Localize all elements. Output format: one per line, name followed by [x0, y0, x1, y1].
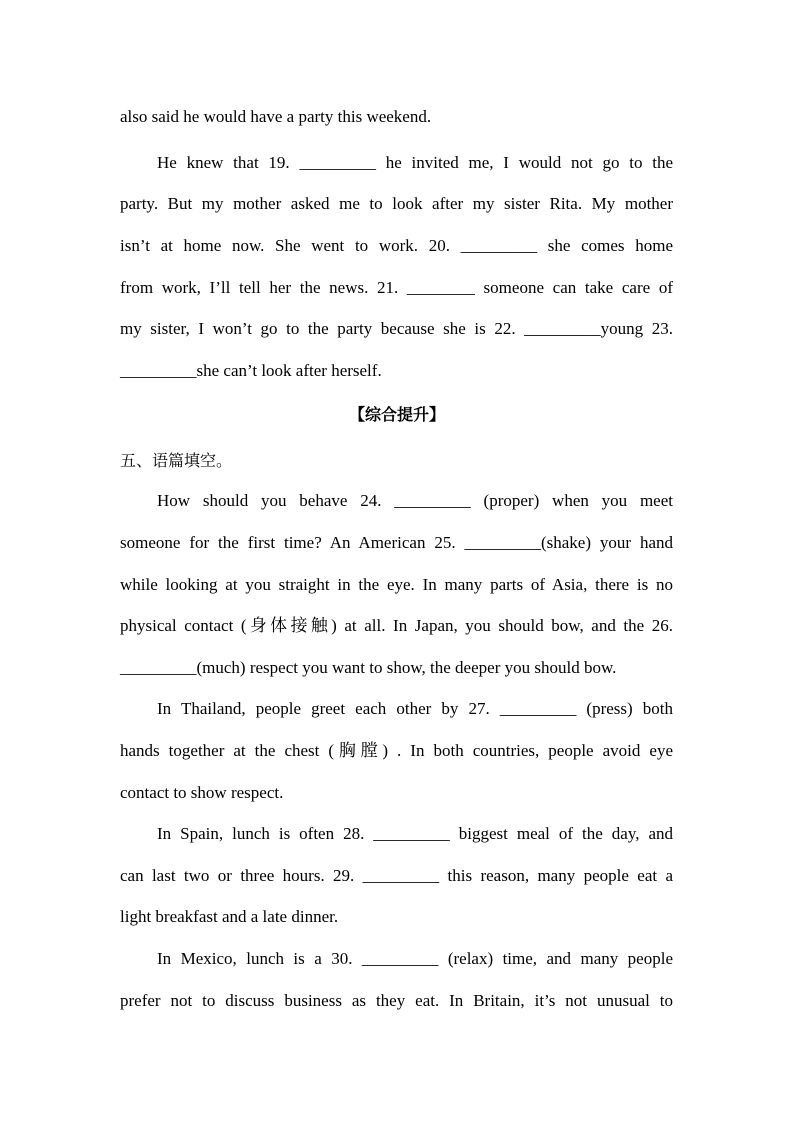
text-line: _________she can’t look after herself. [120, 361, 382, 380]
text-line: isn’t at home now. She went to work. 20. _________ she comes home [120, 236, 673, 255]
text-line: _________(much) respect you want to show, the deeper you should bow. [120, 658, 617, 677]
text-line: also said he would have a party this weekend. [120, 107, 432, 126]
text-line: In Mexico, lunch is a 30. _________ (relax) time, and many people [157, 949, 673, 968]
text-line: can last two or three hours. 29. _________ this reason, many people eat a [120, 866, 673, 885]
exercise-title: 五、语篇填空。 [120, 451, 233, 470]
section-heading: 【综合提升】 [348, 405, 445, 424]
text-line: How should you behave 24. _________ (proper) when you meet [157, 491, 673, 510]
text-line: while looking at you straight in the eye. In many parts of Asia, there is no [120, 575, 673, 594]
text-line: from work, I’ll tell her the news. 21. ________ someone can take care of [120, 278, 673, 297]
text-line: contact to show respect. [120, 783, 284, 802]
text-line: prefer not to discuss business as they eat. In Britain, it’s not unusual to [120, 991, 673, 1010]
text-line: light breakfast and a late dinner. [120, 907, 339, 926]
text-line: hands together at the chest (胸膛) . In both countries, people avoid eye [120, 741, 673, 760]
text-line: In Thailand, people greet each other by 27. _________ (press) both [157, 699, 673, 718]
text-line: In Spain, lunch is often 28. _________ biggest meal of the day, and [157, 824, 673, 843]
text-line: someone for the first time? An American 25. _________(shake) your hand [120, 533, 673, 552]
text-line: He knew that 19. _________ he invited me, I would not go to the [157, 153, 673, 172]
text-line: my sister, I won’t go to the party because she is 22. _________young 23. [120, 319, 673, 338]
text-line: physical contact (身体接触) at all. In Japan, you should bow, and the 26. [120, 616, 673, 635]
text-line: party. But my mother asked me to look after my sister Rita. My mother [120, 194, 673, 213]
